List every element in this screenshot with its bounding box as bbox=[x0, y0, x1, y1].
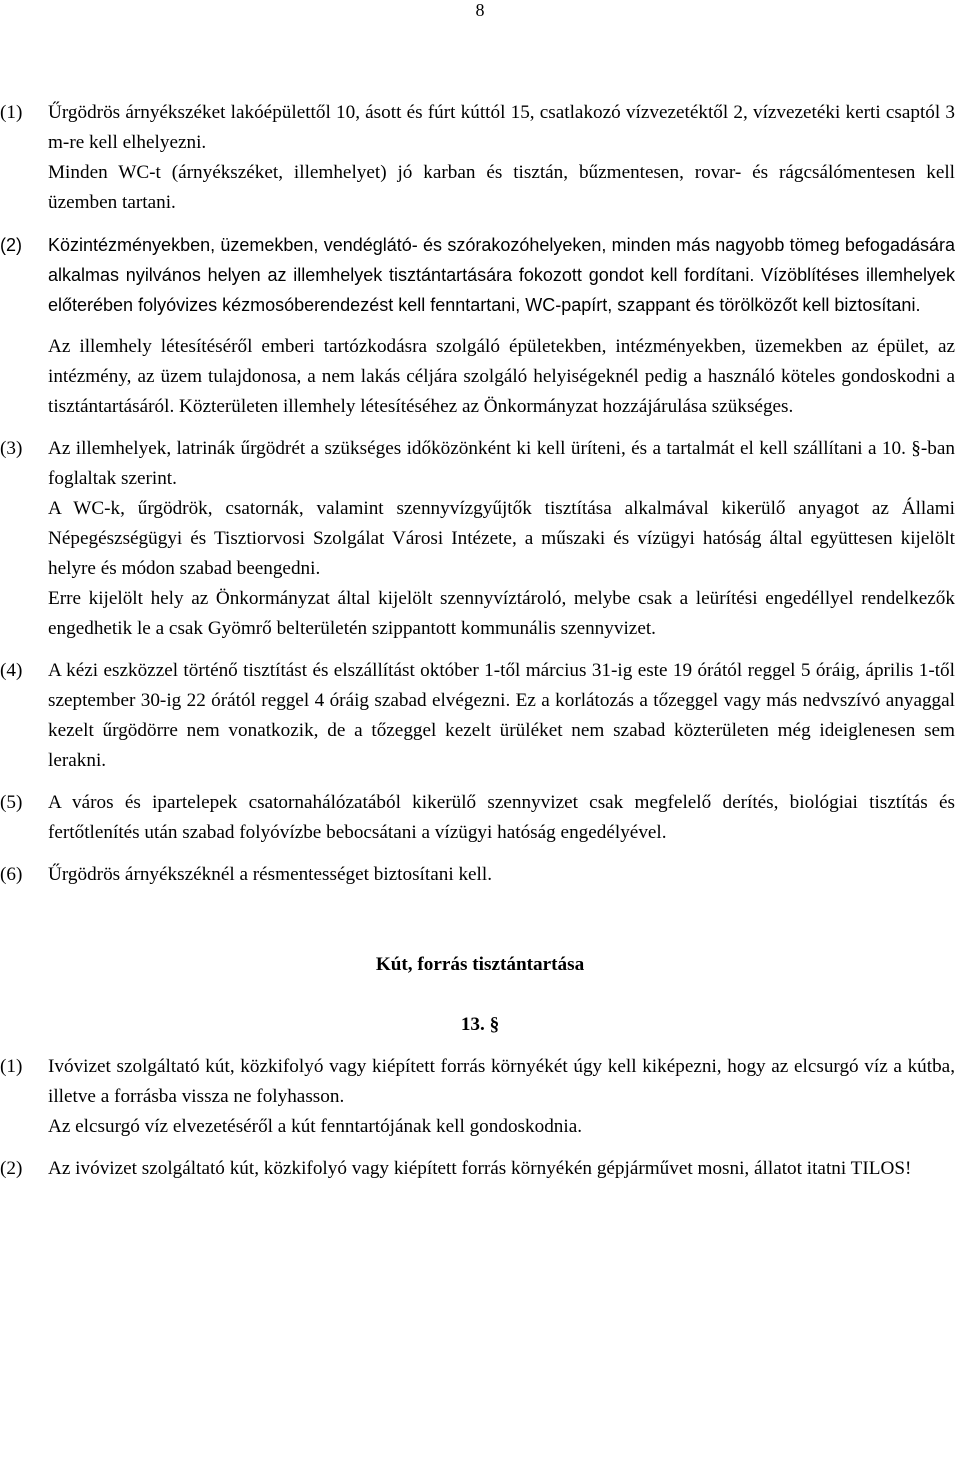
paragraph-number: (3) bbox=[0, 438, 23, 459]
paragraph-number: (2) bbox=[0, 235, 22, 255]
paragraph-text: Ivóvizet szolgáltató kút, közkifolyó vagy kiépített forrás környékét úgy kell kiképezni, hogy az elcsurgó víz a kútba, illetve a forrásba vissza ne folyhasson. bbox=[48, 1056, 955, 1107]
paragraph-text: Közintézményekben, üzemekben, vendéglátó- és szórakozóhelyeken, minden más nagyobb tömeg befogadására alkalmas nyilvános helyen az illemhelyek tisztántartására fokozott gondot kell fordítani. Vízöblítéses illemhelyek előterében folyóvizes kézmosóberendezést kell fenntartani, WC-papírt, szappant és törölközőt kell biztosítani. bbox=[48, 235, 955, 315]
document-body bbox=[0, 98, 960, 1184]
paragraph-3 bbox=[0, 434, 960, 644]
paragraph-text: Erre kijelölt hely az Önkormányzat által kijelölt szennyvíztároló, melybe csak a leürítési engedéllyel rendelkezők engedhetik le a csak Gyömrő belterületén szippantott kommunális szennyvizet. bbox=[48, 588, 955, 639]
paragraph-number: (1) bbox=[0, 1056, 23, 1077]
paragraph-number: (4) bbox=[0, 660, 23, 681]
paragraph-number: (2) bbox=[0, 1158, 23, 1179]
paragraph-text: Űrgödrös árnyékszéket lakóépülettől 10, ásott és fúrt kúttól 15, csatlakozó vízvezetéktől 2, vízvezetéki kerti csaptól 3 m-re kell elhelyezni. bbox=[48, 102, 955, 153]
paragraph-2 bbox=[0, 230, 960, 320]
paragraph-text: Minden WC-t (árnyékszéket, illemhelyet) jó karban és tisztán, bűzmentesen, rovar- és rágcsálómentesen kell üzemben tartani. bbox=[48, 162, 955, 213]
paragraph-2-continued bbox=[0, 332, 960, 422]
section-number: 13. § bbox=[460, 1014, 500, 1035]
paragraph-number: (6) bbox=[0, 864, 23, 885]
paragraph-text: Az illemhelyek, latrinák űrgödrét a szükséges időközönként ki kell üríteni, és a tartalmát el kell szállítani a 10. §-ban foglaltak szerint. bbox=[48, 438, 955, 489]
paragraph-text: Az ivóvizet szolgáltató kút, közkifolyó vagy kiépített forrás környékén gépjárművet mosni, állatot itatni TILOS! bbox=[48, 1158, 912, 1179]
section-paragraph-1 bbox=[0, 1052, 960, 1142]
paragraph-number: (1) bbox=[0, 102, 23, 123]
paragraph-text: A WC-k, űrgödrök, csatornák, valamint szennyvízgyűjtők tisztítása alkalmával kikerülő anyagot az Állami Népegészségügyi és Tisztiorvosi Szolgálat Városi Intézete, a műszaki és vízügyi hatóság által együttesen kijelölt helyre és módon szabad beengedni. bbox=[48, 498, 955, 579]
paragraph-text: Űrgödrös árnyékszéknél a résmentességet biztosítani kell. bbox=[48, 864, 493, 885]
paragraph-text: A kézi eszközzel történő tisztítást és elszállítást október 1-től március 31-ig este 19 órától reggel 5 óráig, április 1-től szeptember 30-ig 22 órától reggel 4 óráig szabad elvégezni. Ez a korlátozás a tőzeggel vagy más nedvszívó anyaggal kezelt űrgödörre nem vonatkozik, de a tőzeggel kezelt ürüléket nem szabad közterületen még ideiglenesen sem lerakni. bbox=[48, 660, 955, 771]
paragraph-text: Az elcsurgó víz elvezetéséről a kút fenntartójának kell gondoskodnia. bbox=[48, 1116, 583, 1137]
paragraph-number: (5) bbox=[0, 792, 23, 813]
paragraph-5 bbox=[0, 788, 960, 848]
paragraph-6 bbox=[0, 860, 960, 890]
paragraph-4 bbox=[0, 656, 960, 776]
paragraph-text: Az illemhely létesítéséről emberi tartózkodásra szolgáló épületekben, intézményekben, üzemekben az épület, az intézmény, az üzem tulajdonosa, a nem lakás céljára szolgáló helyiségeknél pedig a használó köteles gondoskodni a tisztántartásáról. Közterületen illemhely létesítéséhez az Önkormányzat hozzájárulása szükséges. bbox=[48, 336, 955, 417]
paragraph-text: A város és ipartelepek csatornahálózatából kikerülő szennyvizet csak megfelelő derítés, biológiai tisztítás és fertőtlenítés után szabad folyóvízbe bebocsátani a vízügyi hatóság engedélyével. bbox=[48, 792, 955, 843]
paragraph-1 bbox=[0, 98, 960, 218]
section-paragraph-2 bbox=[0, 1154, 960, 1184]
section-title: Kút, forrás tisztántartása bbox=[375, 954, 585, 975]
page-number: 8 bbox=[475, 0, 485, 20]
